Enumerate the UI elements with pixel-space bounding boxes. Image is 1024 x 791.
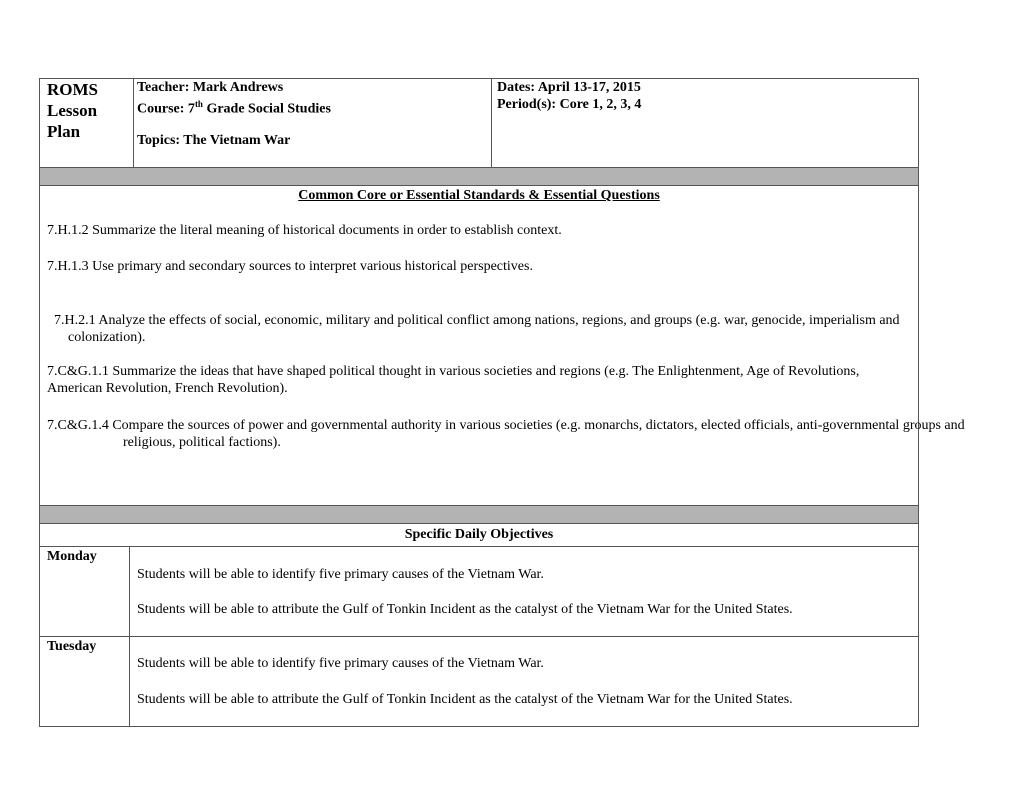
day-label: Tuesday [47, 639, 97, 654]
course-sup: th [194, 99, 203, 109]
document-title [47, 79, 98, 142]
gray-separator [39, 167, 919, 186]
objective-item: Students will be able to attribute the Gulf of Tonkin Incident as the catalyst of the Vietnam War for the United States. [137, 692, 793, 707]
course-prefix: Course: 7 [137, 101, 195, 117]
periods: Period(s): Core 1, 2, 3, 4 [497, 97, 642, 112]
title-line: ROMS [47, 80, 98, 99]
objectives-heading: Specific Daily Objectives [404, 527, 554, 542]
divider [39, 546, 919, 547]
objective-item: Students will be able to identify five primary causes of the Vietnam War. [137, 656, 544, 671]
standards-heading: Common Core or Essential Standards & Essential Questions [298, 188, 660, 203]
divider [491, 78, 492, 167]
standard-item: 7.H.1.2 Summarize the literal meaning of historical documents in order to establish context. [47, 223, 562, 238]
standard-item: 7.C&G.1.4 Compare the sources of power and governmental authority in various societies (e.g. monarchs, dictators, elected officials, anti-governmental groups and religious, political factions). [47, 418, 965, 450]
dates: Dates: April 13-17, 2015 [497, 80, 641, 95]
divider [129, 546, 130, 727]
objective-item: Students will be able to attribute the Gulf of Tonkin Incident as the catalyst of the Vietnam War for the United States. [137, 602, 793, 617]
objective-item: Students will be able to identify five primary causes of the Vietnam War. [137, 567, 544, 582]
divider [39, 636, 919, 637]
gray-separator [39, 505, 919, 524]
divider [133, 78, 134, 167]
title-line: Lesson [47, 101, 98, 120]
standard-item: 7.C&G.1.1 Summarize the ideas that have shaped political thought in various societies and regions (e.g. The Enlightenment, Age of Revolutions, American Revolution, French Revolution). [47, 364, 860, 396]
course [137, 96, 331, 118]
day-label: Monday [47, 549, 97, 564]
teacher: Teacher: Mark Andrews [137, 80, 284, 95]
topics: Topics: The Vietnam War [137, 133, 291, 148]
course-suffix: Grade Social Studies [202, 101, 331, 117]
standard-item: 7.H.2.1 Analyze the effects of social, economic, military and political conflict among nations, regions, and groups (e.g. war, genocide, imperialism and colonization). [54, 313, 900, 345]
title-line: Plan [47, 122, 81, 141]
standard-item: 7.H.1.3 Use primary and secondary sources to interpret various historical perspectives. [47, 259, 533, 274]
